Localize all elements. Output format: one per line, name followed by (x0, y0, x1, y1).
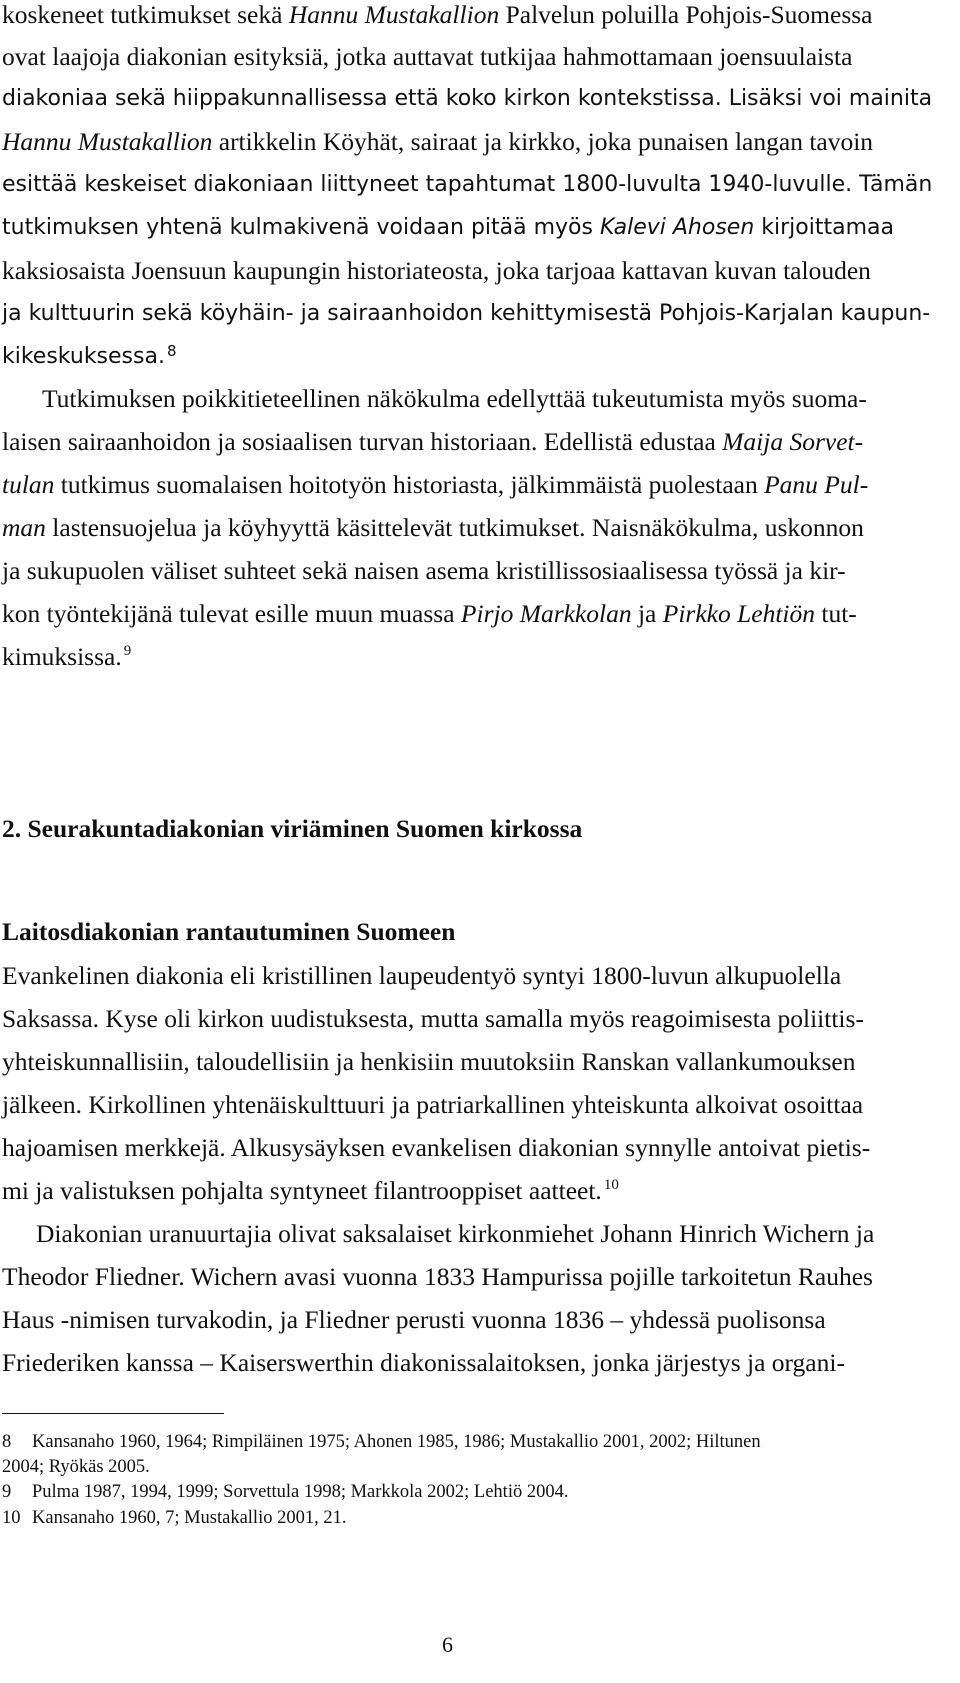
paragraph-2-line-1: Tutkimuksen poikkitieteellinen näkökulma edellyttää tukeutumista myös suoma- (42, 384, 867, 413)
footnote-separator (2, 1413, 224, 1414)
footnote-10 (2, 1507, 892, 1529)
footnote-number: 8 (2, 1432, 12, 1452)
paragraph-2-line-6: kon työntekijänä tulevat esille muun muassa Pirjo Markkolan ja Pirkko Lehtiön tut- (2, 599, 857, 628)
paragraph-1-line-9: kikeskuksessa. $^8$ (2, 342, 177, 369)
page-number: 6 (442, 1632, 453, 1657)
paragraph-1-line-6: tutkimuksen yhtenä kulmakivenä voidaan pitää myös Kalevi Ahosen kirjoittamaa (2, 215, 894, 240)
paragraph-1-line-3: diakoniaa sekä hiippakunnallisessa että koko kirkon kontekstissa. Lisäksi voi mainita (2, 86, 933, 111)
footnote-ref-10: 10 (603, 1177, 619, 1193)
paragraph-1-line-8: ja kulttuurin sekä köyhäin- ja sairaanhoidon kehittymisestä Pohjois-Karjalan kaupun- (2, 301, 931, 326)
footnote-ref-9: 9 (123, 643, 132, 659)
section-heading: 2. Seurakuntadiakonian viriäminen Suomen kirkossa (2, 814, 583, 843)
paragraph-3-line-4: jälkeen. Kirkollinen yhtenäiskulttuuri ja patriarkallinen yhteiskunta alkoivat osoittaa (2, 1090, 864, 1119)
paragraph-2-line-5: ja sukupuolen väliset suhteet sekä naisen asema kristillissosiaalisessa työssä ja kir- (2, 556, 846, 585)
paragraph-3-line-5: hajoamisen merkkejä. Alkusysäyksen evankelisen diakonian synnylle antoivat pietis- (2, 1133, 871, 1162)
paragraph-3-line-3: yhteiskunnallisiin, taloudellisiin ja henkisiin muutoksiin Ranskan vallankumouksen (2, 1047, 856, 1076)
paragraph-4-line-2: Theodor Fliedner. Wichern avasi vuonna 1833 Hampurissa pojille tarkoitetun Rauhes (2, 1262, 873, 1291)
paragraph-4-line-4: Friederiken kanssa – Kaiserswerthin diakonissalaitoksen, jonka järjestys ja organi- (2, 1348, 845, 1377)
paragraph-3-line-1: Evankelinen diakonia eli kristillinen laupeudentyö syntyi 1800-luvun alkupuolella (2, 961, 842, 990)
paragraph-3-line-6: mi ja valistuksen pohjalta syntyneet filantrooppiset aatteet. $^{10}$ (2, 1176, 619, 1205)
paragraph-1-line-2: ovat laajoja diakonian esityksiä, jotka auttavat tutkijaa hahmottamaan joensuulaista (2, 42, 853, 71)
footnote-text: Kansanaho 1960, 1964; Rimpiläinen 1975; Ahonen 1985, 1986; Mustakallio 2001, 2002; Hiltunen (32, 1432, 761, 1452)
footnote-text: 2004; Ryökäs 2005. (2, 1457, 150, 1477)
footnote-ref-8: 8 (166, 342, 177, 360)
paragraph-1-line-1: koskeneet tutkimukset sekä Hannu Mustakallion Palvelun poluilla Pohjois-Suomessa (2, 0, 873, 29)
paragraph-2-line-2: laisen sairaanhoidon ja sosiaalisen turvan historiaan. Edellistä edustaa Maija Sorvet- (2, 427, 864, 456)
footnote-8-continuation (2, 1456, 892, 1478)
footnote-text: Pulma 1987, 1994, 1999; Sorvettula 1998; Markkola 2002; Lehtiö 2004. (32, 1482, 569, 1502)
footnote-9 (2, 1481, 892, 1503)
paragraph-4-line-3: Haus -nimisen turvakodin, ja Fliedner perusti vuonna 1836 – yhdessä puolisonsa (2, 1305, 826, 1334)
paragraph-2-line-3: tulan tutkimus suomalaisen hoitotyön historiasta, jälkimmäistä puolestaan Panu Pul- (2, 470, 869, 499)
subsection-heading: Laitosdiakonian rantautuminen Suomeen (2, 917, 456, 946)
footnote-text: Kansanaho 1960, 7; Mustakallio 2001, 21. (32, 1508, 347, 1528)
paragraph-1-line-4: Hannu Mustakallion artikkelin Köyhät, sairaat ja kirkko, joka punaisen langan tavoin (2, 127, 874, 156)
paragraph-1-line-5: esittää keskeiset diakoniaan liittyneet tapahtumat 1800-luvulta 1940-luvulle. Tämän (2, 172, 933, 197)
paragraph-2-line-4: man lastensuojelua ja köyhyyttä käsittelevät tutkimukset. Naisnäkökulma, uskonnon (2, 513, 864, 542)
footnote-number: 10 (2, 1508, 21, 1528)
paragraph-3-line-2: Saksassa. Kyse oli kirkon uudistuksesta, mutta samalla myös reagoimisesta poliittis- (2, 1004, 864, 1033)
paragraph-2-line-7: kimuksissa. $^9$ (2, 642, 132, 671)
paragraph-1-line-7: kaksiosaista Joensuun kaupungin historiateosta, joka tarjoaa kattavan kuvan talouden (2, 256, 871, 285)
footnote-8 (2, 1431, 892, 1453)
footnote-number: 9 (2, 1482, 12, 1502)
paragraph-4-line-1: Diakonian uranuurtajia olivat saksalaiset kirkonmiehet Johann Hinrich Wichern ja (36, 1219, 875, 1248)
